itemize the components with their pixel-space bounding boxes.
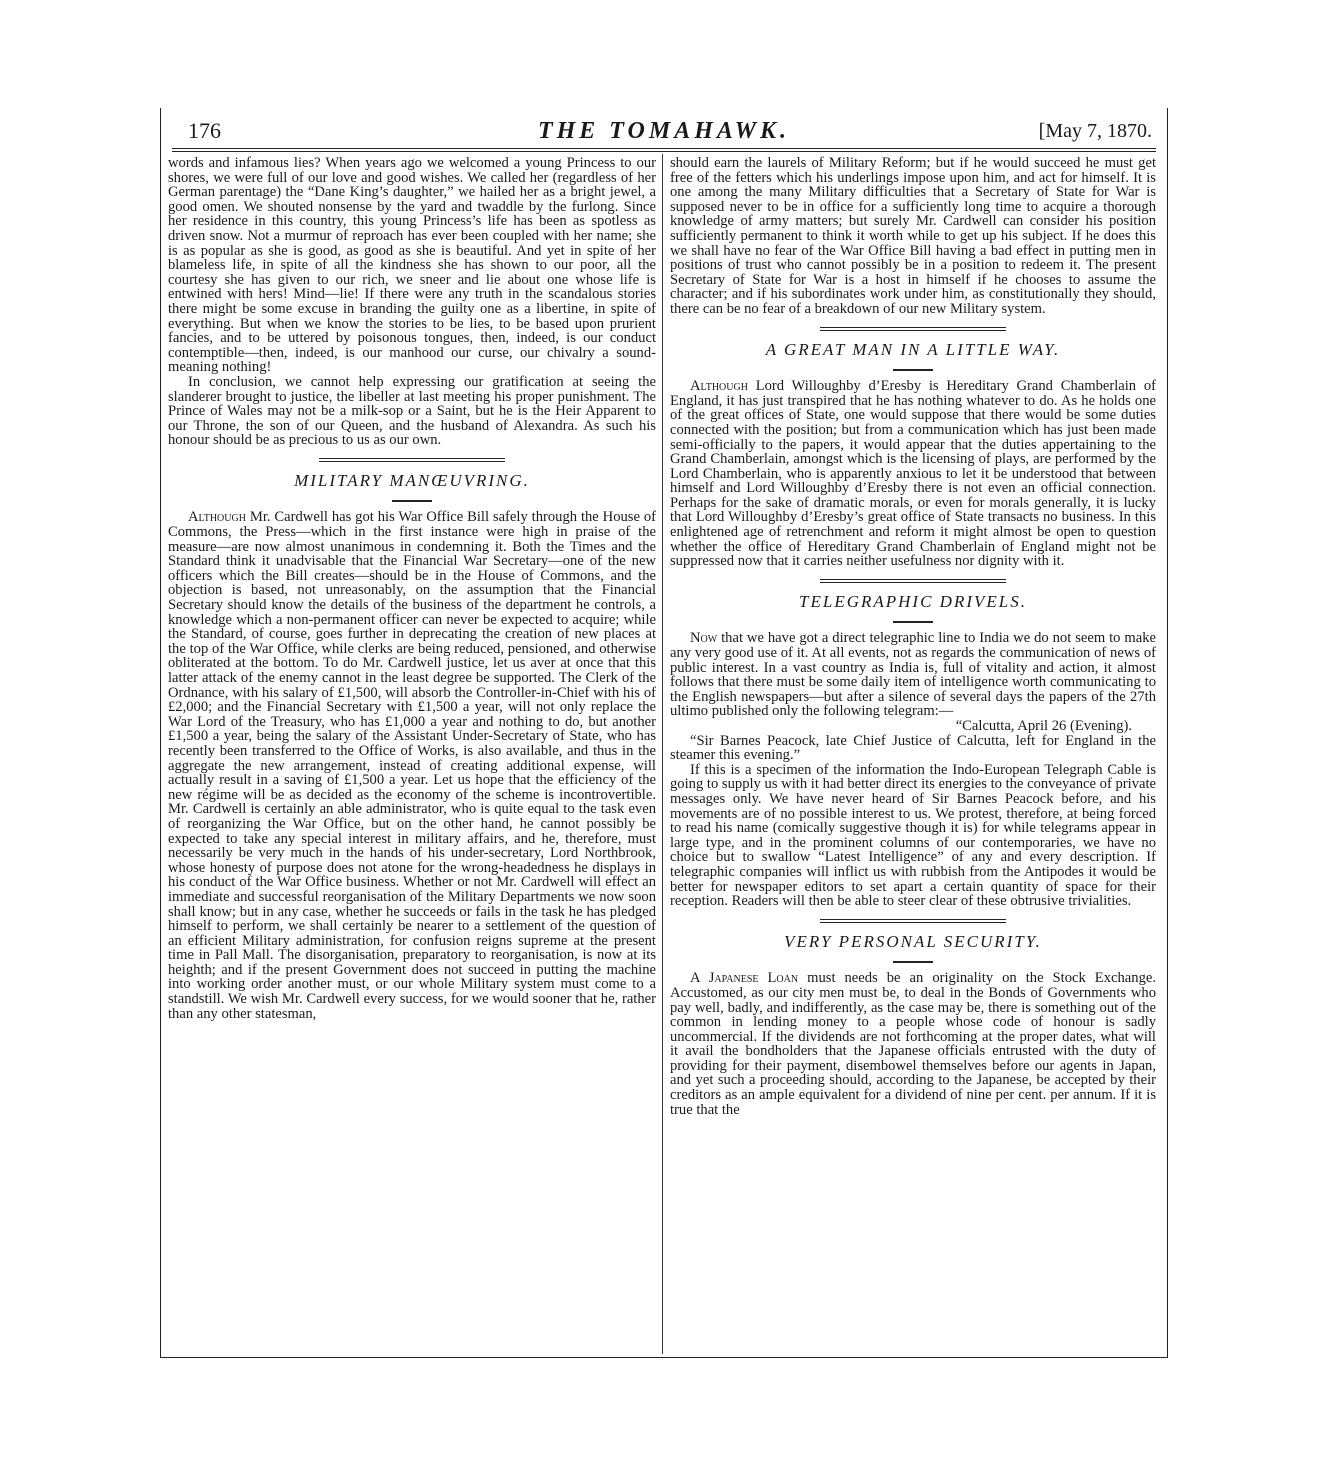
section-double-rule: [820, 579, 1006, 583]
article-body-great-man: [670, 379, 1156, 569]
article-text: must needs be an originality on the Stock Exchange. Accustomed, as our city men must be, to deal in the Bonds of Governments who pay well, badly, and indifferently, as the case may be, there is something out of the common in lending money to a people whose code of honour is sadly uncommercial. If the dividends are not forthcoming at the proper dates, what will it avail the bondholders that the Japanese officials entrusted with the duty of providing for their payment, disembowel themselves before our agents in Japan, and yet such a proceeding should, according to the Japanese, be accepted by their creditors as an ample equivalent for a dividend of nine per cent. per annum. If it is true that the: [670, 970, 1156, 1118]
title-underline: [893, 621, 933, 623]
left-column: [168, 156, 656, 1352]
article-title-great-man: A GREAT MAN IN A LITTLE WAY.: [765, 339, 1061, 359]
continuation-paragraph: words and infamous lies? When years ago we welcomed a young Princess to our shores, we were full of our love and good wishes. We called her (regardless of her German parentage) the “Dane King’s daughter,” we hailed her as a bright jewel, a good omen. We shouted nonsense by the yard and twaddle by the furlong. Since her residence in this country, this young Princess’s life has been as spotless as driven snow. Not a murmur of reproach has ever been coupled with her name; she is as popular as she is good, as good as she is beautiful. And yet in spite of her blameless life, in spite of all the kindness she has shown to our poor, all the courtesy she has given to our rich, we sneer and lie about one whose life is entwined with hers! Mind—lie! If there were any truth in the scandalous stories there might be some excuse in branding the guilty one as a libertine, in spite of everything. But when we know the stories to be lies, to be based upon prurient fancies, and to be uttered by poisonous tongues, then, indeed, is our conduct contemptible—then, indeed, is our manhood our curse, our chivalry a sound-meaning nothing!: [168, 156, 656, 376]
lead-word: Although: [690, 378, 748, 395]
article-body-telegraphic-2: If this is a specimen of the information the Indo-European Telegraph Cable is going to supply us with it had better direct its energies to the conveyance of private messages only. We have never heard of Sir Barnes Peacock before, and his movements are of no possible interest to us. We protest, therefore, at being forced to read his name (comically suggestive though it is) for while telegrams appear in large type, and in the prominent columns of our contemporaries, we have no choice but to swallow “Latest Intelligence” of any and every description. If telegraphic companies will inflict us with rubbish from the Antipodes it would be better for newspaper editors to set apart a certain quantity of space for their reception. Readers will then be able to steer clear of these obtrusive trivialities.: [670, 761, 1156, 910]
article-body-military: [168, 510, 656, 1021]
lead-word: A Japanese Loan: [690, 970, 799, 987]
article-text: Mr. Cardwell has got his War Office Bill safely through the House of Commons, the Press—which in the first instance were high in praise of the measure—are now almost unanimous in condemning it. Both the Times and the Standard think it unadvisable that the Financial War Secretary—one of the new officers which the Bill creates—should be in the House of Commons, and the objection is based, not unreasonably, on the assumption that the Financial Secretary should know the details of the business of the department he controls, a knowledge which a non-permanent officer can never be expected to acquire; while the Standard, of course, goes further in deprecating the creation of new places at the top of the War Office, while clerks are being reduced, pensioned, and otherwise obliterated at the bottom. To do Mr. Cardwell justice, let us aver at once that this latter attack of the enemy cannot in the least degree be supported. The Clerk of the Ordnance, with his salary of £1,500, will absorb the Controller-in-Chief with his of £2,000; and the Financial Secretary with £1,500 a year, will not only replace the War Lord of the Treasury, who has £1,000 a year and nothing to do, but another £1,500 a year, being the salary of the Assistant Under-Secretary of State, who has recently been transferred to the Office of Works, is also available, and thus in the aggregate the new arrangement, instead of creating additional expense, will actually result in a saving of £1,500 a year. Let us hope that the efficiency of the new régime will be as decided as the economy of the scheme is incontrovertible. Mr. Cardwell is certainly an able administrator, who is quite equal to the task even of reorganizing the War Office, but on the other hand, he cannot possibly be expected to take any special interest in military affairs, and he, therefore, must necessarily be very much in the hands of his under-secretary, Lord Northbrook, whose honesty of purpose does not atone for the wrong-headedness he displays in his conduct of the War Office business. Whether or not Mr. Cardwell will effect an immediate and successful reorganisation of the Military Departments we now soon shall know; but in any case, whether he succeeds or fails in the task he has pledged himself to perform, we shall certainly be nearer to a settlement of the question of an efficient Military administration, for confusion reigns supreme at the present time in Pall Mall. The disorganisation, preparatory to reorganisation, is now at its heighth; and if the present Government does not succeed in putting the machine into working order another must, or our whole Military system must come to a standstill. We wish Mr. Cardwell every success, for we would sooner that he, rather than any other statesman,: [168, 509, 656, 1022]
issue-date: [May 7, 1870.: [1038, 120, 1152, 142]
right-column: [670, 156, 1156, 1352]
masthead-title: THE TOMAHAWK.: [537, 118, 791, 144]
telegram-dateline: “Calcutta, April 26 (Evening).: [955, 718, 1132, 734]
article-text: Lord Willoughby d’Eresby is Hereditary Grand Chamberlain of England, it has just transpired that he has nothing whatever to do. As he holds one of the great offices of State, one would suppose that there would be some duties connected with the position; but from a communication which has just been made semi-officially to the papers, it would appear that the duties appertaining to the Grand Chamberlain, amongst which is the licensing of plays, are performed by the Lord Chamberlain, who is apparently anxious to let it be understood that between himself and Lord Willoughby d’Eresby there is not even an official connection. Perhaps for the sake of dramatic morals, or even for morals generally, it is lucky that Lord Willoughby d’Eresby’s great office of State transacts no business. In this enlightened age of retrenchment and reform it might almost be open to question whether the office of Hereditary Grand Chamberlain of England might not be suppressed now that it carries neither usefulness nor dignity with it.: [670, 378, 1156, 570]
lead-word: Although: [188, 509, 246, 526]
page-number: 176: [188, 118, 221, 143]
column-divider: [662, 154, 663, 1354]
conclusion-paragraph: In conclusion, we cannot help expressing our gratification at seeing the slanderer brought to justice, the libeller at last meeting his proper punishment. The Prince of Wales may not be a milk-sop or a Saint, but he is the Heir Apparent to our Throne, the son of our Queen, and the husband of Alexandra. As such his honour should be as precious to us as our own.: [168, 373, 656, 449]
article-text: that we have got a direct telegraphic line to India we do not seem to make any very good use of it. At all events, not as regards the communication of news of public interest. In a vast country as India is, full of vitality and action, it almost follows that there must be some daily item of intelligence worth communicating to the English newspapers—but after a silence of several days the papers of the 27th ultimo published only the following telegram:—: [670, 630, 1156, 720]
article-title-telegraphic: TELEGRAPHIC DRIVELS.: [799, 591, 1027, 611]
continuation-military: should earn the laurels of Military Reform; but if he would succeed he must get free of the fetters which his underlings impose upon him, and act for himself. It is one among the many Military difficulties that a Secretary of State for War is supposed never to be in office for a sufficiently long time to acquire a thorough knowledge of army matters; but surely Mr. Cardwell can consider his position sufficiently permanent to think it worth while to get up his subject. If he does this we shall have no fear of the War Office Bill having a bad effect in putting men in positions of trust who cannot possibly be in a position to redeem it. The present Secretary of State for War is a host in himself if he chooses to assume the character; and if his subordinates work under him, as constitutionally they should, there can be no fear of a breakdown of our new Military system.: [670, 156, 1156, 317]
telegram-text: “Sir Barnes Peacock, late Chief Justice of Calcutta, left for England in the steamer this evening.”: [670, 732, 1156, 764]
page-border-bottom: [160, 1357, 1168, 1358]
section-double-rule: [319, 458, 505, 462]
title-underline: [392, 500, 432, 502]
section-double-rule: [820, 919, 1006, 923]
title-underline: [893, 961, 933, 963]
article-title-military: MILITARY MANŒUVRING.: [294, 470, 530, 490]
article-title-security: VERY PERSONAL SECURITY.: [784, 931, 1042, 951]
article-body-security: [670, 971, 1156, 1117]
section-double-rule: [820, 327, 1006, 331]
page-border-right: [1167, 108, 1168, 1358]
newspaper-page: [160, 108, 1168, 1358]
header-rule: [172, 148, 1156, 149]
lead-word: Now: [690, 630, 718, 647]
running-head: [160, 118, 1168, 158]
title-underline: [893, 369, 933, 371]
article-body-telegraphic: [670, 631, 1156, 719]
header-rule-second: [172, 151, 1156, 152]
page-border-left: [160, 108, 161, 1358]
